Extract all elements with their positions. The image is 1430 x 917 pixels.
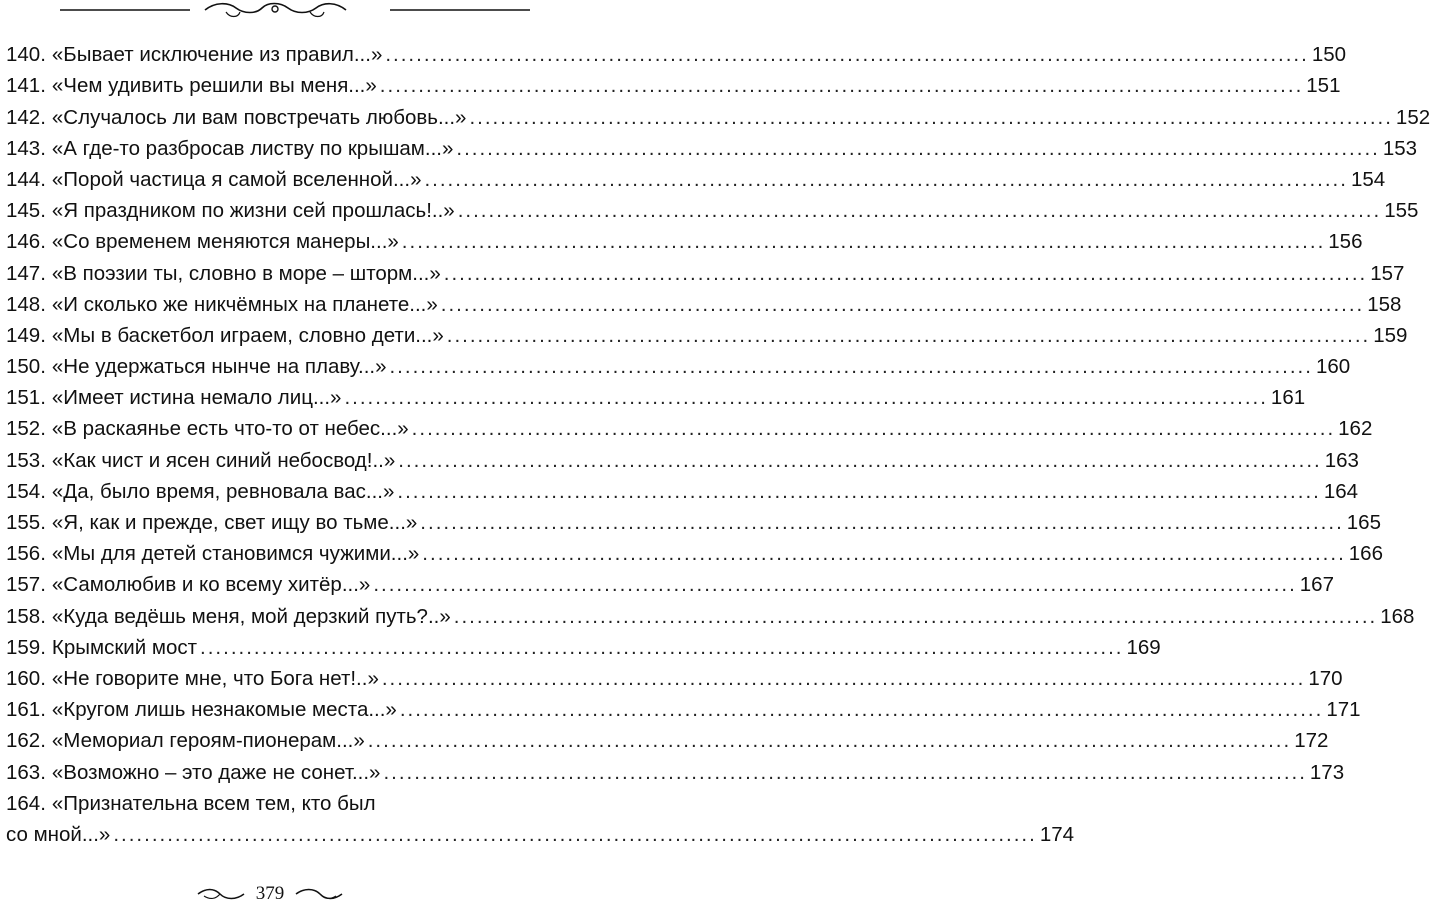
toc-entry-title: «Я, как и прежде, свет ищу во тьме...» (51, 511, 418, 534)
toc-entry-title: «Возможно – это даже не сонет...» (51, 760, 381, 784)
toc-entry-page: 151 (1306, 74, 1341, 98)
toc-entry (6, 785, 534, 816)
toc-entry (6, 161, 1386, 192)
toc-dot-leader: ........................................................................................................................ (397, 479, 1321, 503)
toc-dot-leader: ........................................................................................................................ (113, 822, 1037, 846)
toc-entry-page: 166 (1348, 542, 1383, 566)
toc-entry-number: 153. (6, 448, 46, 472)
toc-entry-page: 152 (1395, 105, 1430, 129)
toc-entry-number: 150. (6, 355, 46, 379)
toc-entry-number: 146. (6, 230, 46, 254)
toc-entry (6, 816, 1075, 847)
toc-entry-number: 143. (6, 136, 46, 160)
toc-dot-leader: ........................................................................................................................ (424, 167, 1348, 191)
page-number: 379 (255, 883, 285, 904)
toc-entry (6, 223, 1363, 254)
toc-dot-leader: ........................................................................................................................ (456, 136, 1380, 160)
toc-entry-page: 159 (1373, 323, 1408, 347)
toc-entry (6, 566, 1334, 597)
toc-dot-leader: ........................................................................................................................ (389, 355, 1313, 379)
toc-entry-title: Крымский мост (51, 635, 198, 659)
toc-entry (6, 504, 1381, 535)
toc-dot-leader: ........................................................................................................................ (443, 261, 1368, 285)
toc-dot-leader: ........................................................................................................................ (446, 323, 1371, 347)
toc-entry-number: 141. (6, 74, 46, 98)
toc-entry-number: 158. (6, 604, 46, 628)
toc-dot-leader: ........................................................................................................................ (398, 448, 1322, 472)
toc-entry-number: 160. (6, 666, 46, 690)
toc-dot-leader: ........................................................................................................................ (401, 230, 1326, 254)
toc-entry (6, 348, 1351, 379)
toc-entry-page: 157 (1370, 261, 1405, 285)
toc-entry (6, 254, 1405, 285)
toc-entry-number: 152. (6, 417, 46, 441)
toc-entry-number: 140. (6, 43, 46, 67)
table-of-contents (6, 36, 1430, 847)
toc-entry-title: «Не удержаться нынче на плаву...» (51, 355, 387, 379)
toc-dot-leader: ........................................................................................................................ (381, 666, 1306, 690)
toc-entry (6, 597, 1415, 628)
toc-entry-page: 155 (1384, 199, 1419, 223)
toc-entry (6, 473, 1359, 504)
toc-entry-page: 156 (1328, 230, 1363, 254)
toc-entry (6, 286, 1402, 317)
footer-ornament-left (196, 886, 246, 902)
toc-entry-page: 172 (1294, 729, 1329, 753)
toc-dot-leader: ........................................................................................................................ (367, 729, 1292, 753)
toc-entry-page: 173 (1309, 760, 1345, 784)
toc-entry (6, 379, 1306, 410)
toc-entry-number: 145. (6, 199, 46, 223)
toc-entry-page: 153 (1382, 136, 1418, 160)
toc-entry (6, 441, 1359, 472)
toc-dot-leader: ........................................................................................................................ (440, 292, 1365, 316)
toc-entry-number: 162. (6, 729, 46, 753)
toc-entry-page: 169 (1126, 635, 1161, 659)
toc-dot-leader: ........................................................................................................................ (469, 105, 1393, 129)
toc-entry-title: «Чем удивить решили вы меня...» (51, 74, 377, 98)
toc-dot-leader: ........................................................................................................................ (453, 604, 1378, 628)
toc-dot-leader: ........................................................................................................................ (379, 74, 1304, 98)
toc-entry (6, 535, 1383, 566)
toc-dot-leader: ........................................................................................................................ (373, 573, 1297, 597)
toc-entry-title: «Самолюбив и ко всему хитёр...» (51, 573, 371, 597)
toc-dot-leader: ........................................................................................................................ (344, 386, 1268, 410)
toc-dot-leader: ........................................................................................................................ (411, 417, 1336, 441)
toc-entry-title: «Мы для детей становимся чужими...» (51, 542, 420, 566)
toc-entry-title: «Не говорите мне, что Бога нет!..» (51, 666, 379, 690)
toc-entry-number: 149. (6, 323, 46, 347)
toc-entry-number: 142. (6, 105, 46, 129)
toc-entry-number: 154. (6, 479, 46, 503)
toc-entry-title: «Я праздником по жизни сей прошлась!..» (51, 199, 455, 223)
toc-entry-page: 150 (1311, 43, 1347, 67)
toc-entry-page: 162 (1338, 417, 1373, 441)
toc-entry (6, 722, 1329, 753)
toc-entry-page: 170 (1308, 666, 1343, 690)
toc-entry (6, 660, 1343, 691)
toc-entry-page: 174 (1039, 822, 1075, 846)
toc-entry-title: «А где-то разбросав листву по крышам...» (51, 136, 454, 160)
toc-entry (6, 98, 1430, 129)
toc-entry (6, 629, 1161, 660)
toc-entry-title: «Признательна всем тем, кто был (51, 791, 376, 815)
toc-entry (6, 317, 1408, 348)
toc-entry-title: «Бывает исключение из правил...» (51, 43, 383, 67)
toc-entry (6, 67, 1341, 98)
toc-dot-leader: ........................................................................................................................ (200, 635, 1124, 659)
toc-entry-page: 167 (1299, 573, 1334, 597)
toc-entry-number: 157. (6, 573, 46, 597)
toc-entry-number: 155. (6, 511, 46, 534)
toc-entry-title: со мной...» (6, 822, 111, 846)
toc-entry-number: 163. (6, 760, 46, 784)
toc-entry-title: «Куда ведёшь меня, мой дерзкий путь?..» (51, 604, 451, 628)
toc-dot-leader: ........................................................................................................................ (399, 698, 1324, 722)
toc-entry-page: 158 (1367, 292, 1402, 316)
toc-entry-title: «Как чист и ясен синий небосвод!..» (51, 448, 396, 472)
toc-entry-page: 168 (1380, 604, 1415, 628)
toc-dot-leader: ........................................................................................................................ (383, 760, 1307, 784)
toc-entry-title: «Имеет истина немало лиц...» (51, 386, 342, 410)
toc-entry (6, 410, 1373, 441)
toc-entry (6, 691, 1361, 722)
toc-entry-page: 171 (1326, 698, 1361, 722)
toc-entry-number: 156. (6, 542, 46, 566)
toc-dot-leader: ........................................................................................................................ (385, 43, 1309, 67)
toc-entry-number: 164. (6, 791, 46, 815)
toc-dot-leader: ........................................................................................................................ (422, 542, 1346, 566)
toc-entry-title: «Да, было время, ревновала вас...» (51, 479, 395, 503)
toc-entry-title: «Случалось ли вам повстречать любовь...» (51, 105, 467, 129)
toc-entry-title: «Порой частица я самой вселенной...» (51, 167, 422, 191)
toc-entry-number: 159. (6, 635, 46, 659)
toc-entry-page: 163 (1324, 448, 1359, 472)
toc-entry-title: «Со временем меняются манеры...» (51, 230, 399, 254)
toc-entry-title: «И сколько же никчёмных на планете...» (51, 292, 438, 316)
page-footer (0, 876, 540, 912)
toc-entry (6, 753, 1345, 784)
toc-entry-number: 151. (6, 386, 46, 410)
toc-entry-title: «Мы в баскетбол играем, словно дети...» (51, 323, 444, 347)
toc-entry-title: «В поэзии ты, словно в море – шторм...» (51, 261, 441, 285)
footer-ornament-right (294, 886, 344, 902)
toc-entry-page: 160 (1315, 355, 1351, 379)
toc-entry-number: 144. (6, 167, 46, 191)
toc-entry (6, 192, 1419, 223)
toc-entry (6, 36, 1347, 67)
toc-entry-number: 161. (6, 698, 46, 722)
toc-entry (6, 130, 1418, 161)
toc-entry-title: «Мемориал героям-пионерам...» (51, 729, 365, 753)
toc-dot-leader: ........................................................................................................................ (457, 199, 1382, 223)
toc-entry-page: 154 (1350, 167, 1386, 191)
toc-entry-title: «Кругом лишь незнакомые места...» (51, 698, 397, 722)
top-ornament-divider (0, 0, 540, 30)
toc-entry-title: «В раскаянье есть что-то от небес...» (51, 417, 409, 441)
toc-entry-page: 161 (1270, 386, 1306, 410)
toc-dot-leader: ........................................................................................................................ (420, 511, 1344, 534)
toc-entry-number: 148. (6, 292, 46, 316)
toc-entry-page: 165 (1346, 511, 1381, 534)
toc-entry-page: 164 (1323, 479, 1359, 503)
toc-entry-number: 147. (6, 261, 46, 285)
